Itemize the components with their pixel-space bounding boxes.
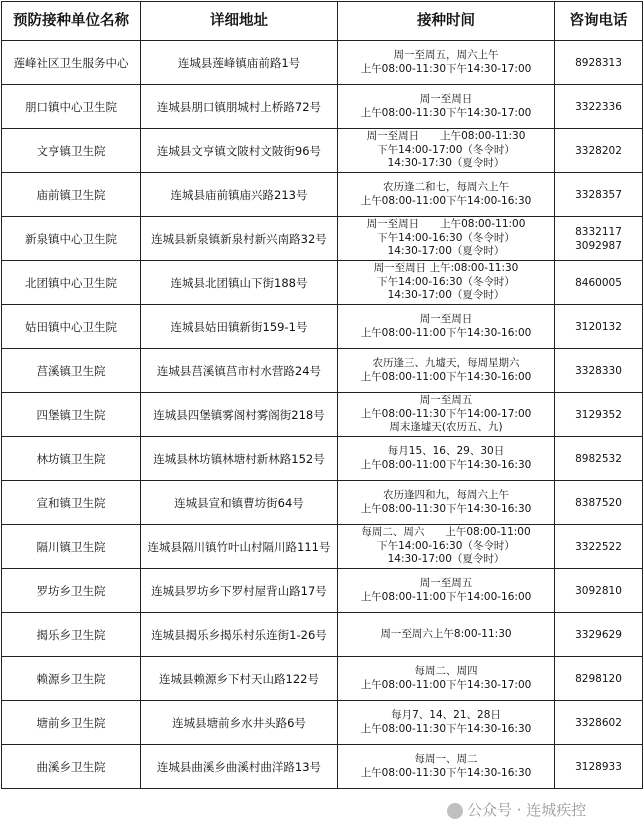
unit-name-cell: 罗坊乡卫生院	[2, 569, 141, 613]
phone-cell	[555, 217, 643, 261]
unit-name-cell: 宣和镇卫生院	[2, 481, 141, 525]
header-time: 接种时间	[338, 2, 555, 41]
unit-name-cell: 曲溪乡卫生院	[2, 745, 141, 789]
time-cell	[338, 129, 555, 173]
time-line: 14:30-17:00（夏令时）	[387, 553, 505, 566]
table-row	[2, 85, 643, 129]
address-cell: 连城县四堡镇雾阁村雾阁街218号	[141, 393, 338, 437]
table-row	[2, 393, 643, 437]
unit-name-cell: 四堡镇卫生院	[2, 393, 141, 437]
unit-name-cell: 塘前乡卫生院	[2, 701, 141, 745]
phone-number: 3322522	[575, 540, 622, 553]
time-cell	[338, 85, 555, 129]
unit-name-cell: 赖源乡卫生院	[2, 657, 141, 701]
time-line: 周一至周六上午8:00-11:30	[380, 627, 512, 640]
time-cell	[338, 745, 555, 789]
time-cell	[338, 305, 555, 349]
phone-number: 3120132	[575, 320, 622, 333]
phone-cell	[555, 569, 643, 613]
table-row	[2, 525, 643, 569]
address-cell: 连城县姑田镇新街159-1号	[141, 305, 338, 349]
header-unit-name: 预防接种单位名称	[2, 2, 141, 41]
time-line: 周一至周日	[419, 93, 473, 105]
phone-cell	[555, 745, 643, 789]
unit-name-cell: 揭乐乡卫生院	[2, 613, 141, 657]
table-row	[2, 657, 643, 701]
address-cell: 连城县北团镇山下街188号	[141, 261, 338, 305]
time-line: 下午14:00-16:30（冬令时）	[377, 231, 515, 244]
time-cell	[338, 569, 555, 613]
phone-number: 3329629	[575, 628, 622, 641]
wechat-icon	[447, 803, 463, 819]
time-line: 上午08:00-11:00下午14:00-16:30	[360, 194, 532, 207]
table-row	[2, 745, 643, 789]
address-cell: 连城县赖源乡下村天山路122号	[141, 657, 338, 701]
table-header-row	[2, 2, 643, 41]
phone-cell	[555, 437, 643, 481]
table-row	[2, 701, 643, 745]
table-row	[2, 173, 643, 217]
time-line: 周一至周日	[419, 313, 473, 325]
table-row	[2, 349, 643, 393]
time-line: 每月15、16、29、30日	[387, 445, 505, 457]
time-line: 下午14:00-17:00（冬令时）	[377, 143, 515, 156]
time-cell	[338, 657, 555, 701]
header-address: 详细地址	[141, 2, 338, 41]
time-line: 农历逢三、九墟天，每周星期六	[372, 357, 520, 369]
time-line: 下午14:00-16:30（冬令时）	[377, 275, 515, 288]
phone-number: 3328202	[575, 144, 622, 157]
unit-name-cell: 林坊镇卫生院	[2, 437, 141, 481]
unit-name-cell: 新泉镇中心卫生院	[2, 217, 141, 261]
time-cell	[338, 613, 555, 657]
phone-number: 3129352	[575, 408, 622, 421]
phone-cell	[555, 349, 643, 393]
time-line: 周一至周五，周六上午	[393, 49, 499, 61]
unit-name-cell: 姑田镇中心卫生院	[2, 305, 141, 349]
phone-number: 3322336	[575, 100, 622, 113]
phone-number: 8298120	[575, 672, 622, 685]
address-cell: 连城县莲峰镇庙前路1号	[141, 41, 338, 85]
phone-cell	[555, 393, 643, 437]
phone-cell	[555, 525, 643, 569]
phone-cell	[555, 41, 643, 85]
unit-name-cell: 隔川镇卫生院	[2, 525, 141, 569]
phone-number: 8332117	[575, 225, 622, 238]
address-cell: 连城县朋口镇朋城村上桥路72号	[141, 85, 338, 129]
phone-number: 3092987	[575, 239, 622, 252]
table-row	[2, 305, 643, 349]
phone-number: 3092810	[575, 584, 622, 597]
unit-name-cell: 北团镇中心卫生院	[2, 261, 141, 305]
time-line: 农历逢二和七，每周六上午	[383, 181, 509, 193]
time-cell	[338, 701, 555, 745]
time-line: 下午14:00-16:30（冬令时）	[377, 539, 515, 552]
time-line: 周末逢墟天(农历五、九)	[389, 421, 503, 434]
phone-number: 8460005	[575, 276, 622, 289]
time-cell	[338, 437, 555, 481]
time-line: 周一至周日 上午:08:00-11:30	[373, 262, 519, 275]
address-cell: 连城县揭乐乡揭乐村乐连街1-26号	[141, 613, 338, 657]
phone-cell	[555, 261, 643, 305]
time-line: 上午08:00-11:30下午14:30-17:00	[360, 62, 532, 75]
time-line: 上午08:00-11:30下午14:00-17:00	[360, 407, 532, 420]
phone-cell	[555, 481, 643, 525]
address-cell: 连城县新泉镇新泉村新兴南路32号	[141, 217, 338, 261]
time-cell	[338, 41, 555, 85]
time-line: 上午08:00-11:30下午14:30-16:30	[360, 502, 532, 515]
address-cell: 连城县曲溪乡曲溪村曲洋路13号	[141, 745, 338, 789]
time-cell	[338, 349, 555, 393]
unit-name-cell: 莒溪镇卫生院	[2, 349, 141, 393]
time-cell	[338, 393, 555, 437]
time-line: 上午08:00-11:00下午14:30-17:00	[360, 678, 532, 691]
phone-number: 8387520	[575, 496, 622, 509]
table-row	[2, 41, 643, 85]
time-cell	[338, 261, 555, 305]
table-row	[2, 217, 643, 261]
phone-number: 3328357	[575, 188, 622, 201]
watermark	[447, 800, 586, 820]
time-line: 上午08:00-11:30下午14:30-16:30	[360, 722, 532, 735]
time-line: 农历逢四和九，每周六上午	[383, 489, 509, 501]
time-line: 上午08:00-11:00下午14:30-16:00	[360, 370, 532, 383]
phone-cell	[555, 701, 643, 745]
address-cell: 连城县庙前镇庙兴路213号	[141, 173, 338, 217]
unit-name-cell: 文亨镇卫生院	[2, 129, 141, 173]
time-cell	[338, 481, 555, 525]
time-line: 14:30-17:00（夏令时）	[387, 245, 505, 258]
table-row	[2, 569, 643, 613]
time-line: 上午08:00-11:00下午14:00-16:00	[360, 590, 532, 603]
address-cell: 连城县宣和镇曹坊街64号	[141, 481, 338, 525]
time-line: 14:30-17:00（夏令时）	[387, 289, 505, 302]
time-line: 每周一、周二	[414, 753, 478, 765]
time-cell	[338, 217, 555, 261]
address-cell: 连城县莒溪镇莒市村水营路24号	[141, 349, 338, 393]
address-cell: 连城县隔川镇竹叶山村隔川路111号	[141, 525, 338, 569]
phone-cell	[555, 613, 643, 657]
address-cell: 连城县文亨镇文陂村文陂街96号	[141, 129, 338, 173]
time-line: 上午08:00-11:00下午14:30-16:30	[360, 458, 532, 471]
phone-number: 8982532	[575, 452, 622, 465]
time-line: 周一至周五	[419, 577, 473, 589]
time-line: 每月7、14、21、28日	[391, 709, 501, 721]
table-row	[2, 481, 643, 525]
table-row	[2, 129, 643, 173]
time-line: 周一至周日 上午08:00-11:00	[366, 218, 526, 231]
address-cell: 连城县林坊镇林塘村新林路152号	[141, 437, 338, 481]
table-row	[2, 261, 643, 305]
phone-cell	[555, 85, 643, 129]
phone-cell	[555, 657, 643, 701]
time-line: 上午08:00-11:30下午14:30-17:00	[360, 106, 532, 119]
phone-number: 3328330	[575, 364, 622, 377]
time-line: 上午08:00-11:30下午14:30-16:30	[360, 766, 532, 779]
time-cell	[338, 173, 555, 217]
time-line: 14:30-17:30（夏令时）	[387, 157, 505, 170]
time-cell	[338, 525, 555, 569]
phone-number: 8928313	[575, 56, 622, 69]
table-row	[2, 437, 643, 481]
time-line: 周一至周日 上午08:00-11:30	[366, 130, 526, 143]
time-line: 上午08:00-11:00下午14:30-16:00	[360, 326, 532, 339]
header-phone: 咨询电话	[555, 2, 643, 41]
table-row	[2, 613, 643, 657]
phone-number: 3328602	[575, 716, 622, 729]
vaccination-sites-table	[1, 1, 643, 789]
watermark-text: 公众号 · 连城疾控	[467, 801, 587, 819]
address-cell: 连城县罗坊乡下罗村屋背山路17号	[141, 569, 338, 613]
phone-number: 3128933	[575, 760, 622, 773]
phone-cell	[555, 129, 643, 173]
time-line: 周一至周五	[419, 394, 473, 407]
unit-name-cell: 庙前镇卫生院	[2, 173, 141, 217]
unit-name-cell: 朋口镇中心卫生院	[2, 85, 141, 129]
address-cell: 连城县塘前乡水井头路6号	[141, 701, 338, 745]
time-line: 每周二、周四	[414, 665, 478, 677]
phone-cell	[555, 173, 643, 217]
phone-cell	[555, 305, 643, 349]
time-line: 每周二、周六 上午08:00-11:00	[361, 526, 531, 539]
unit-name-cell: 莲峰社区卫生服务中心	[2, 41, 141, 85]
